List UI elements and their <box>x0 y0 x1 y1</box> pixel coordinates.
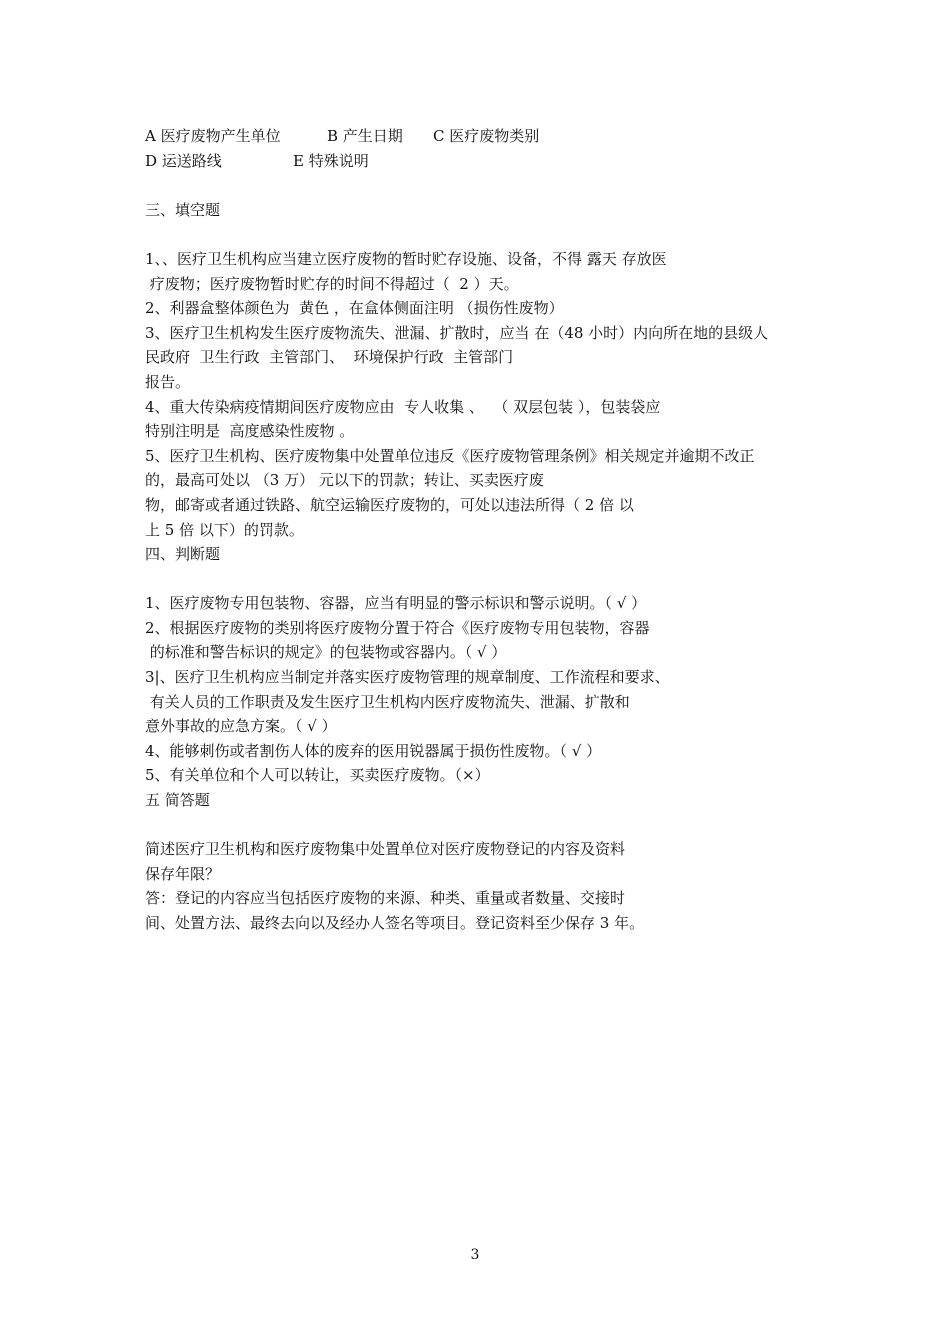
option-a: A 医疗废物产生单位 <box>145 127 281 145</box>
section-heading-short-answer: 五 简答题 <box>145 791 210 810</box>
option-d: D 运送路线 <box>145 151 222 170</box>
choice-options-line-1 <box>145 124 815 149</box>
short-answer-answer: 间、处置方法、最终去向以及经办人签名等项目。登记资料至少保存 3 年。 <box>145 914 645 932</box>
fill-in-line: 2、利器盒整体颜色为 黄色 ，在盒体侧面注明 （损伤性废物） <box>145 299 564 318</box>
true-false-line: 3|、医疗卫生机构应当制定并落实医疗废物管理的规章制度、工作流程和要求、 <box>145 668 670 687</box>
true-false-line: 有关人员的工作职责及发生医疗卫生机构内医疗废物流失、泄漏、扩散和 <box>145 692 630 711</box>
fill-in-line: 4、重大传染病疫情期间医疗废物应由 专人收集 、 （ 双层包装 ），包装袋应 <box>145 397 661 416</box>
fill-in-line: 5、医疗卫生机构、医疗废物集中处置单位违反《医疗废物管理条例》相关规定并逾期不改正 <box>145 446 755 465</box>
fill-in-line: 的，最高可处以 （3 万） 元以下的罚款；转让、买卖医疗废 <box>145 471 544 490</box>
short-answer-question: 保存年限？ <box>145 864 221 883</box>
fill-in-line: 报告。 <box>145 372 191 391</box>
fill-in-line: 1、、医疗卫生机构应当建立医疗废物的暂时贮存设施、设备，不得 露天 存放医 <box>145 249 667 268</box>
true-false-line: 5、有关单位和个人可以转让，买卖医疗废物。（×） <box>145 766 490 785</box>
true-false-line: 1、医疗废物专用包装物、容器，应当有明显的警示标识和警示说明。（ √ ） <box>145 594 647 613</box>
option-b: B 产生日期 <box>327 127 403 145</box>
section-heading-fill-in: 三、填空题 <box>145 200 221 219</box>
fill-in-line: 3、医疗卫生机构发生医疗废物流失、泄漏、扩散时，应当 在（48 小时）内向所在地的县级人 <box>145 323 769 342</box>
short-answer-answer: 答：登记的内容应当包括医疗废物的来源、种类、重量或者数量、交接时 <box>145 889 626 908</box>
section-heading-true-false: 四、判断题 <box>145 545 221 564</box>
choice-options-line-2 <box>145 149 815 174</box>
true-false-line: 2、根据医疗废物的类别将医疗废物分置于符合《医疗废物专用包装物，容器 <box>145 618 650 637</box>
true-false-line: 4、能够刺伤或者割伤人体的废弃的医用锐器属于损伤性废物。（ √ ） <box>145 741 602 760</box>
true-false-line: 意外事故的应急方案。（ √ ） <box>145 717 337 736</box>
fill-in-line: 物，邮寄或者通过铁路、航空运输医疗废物的，可处以违法所得（ 2 倍 以 <box>145 495 634 514</box>
page-number: 3 <box>470 1247 480 1263</box>
option-e: E 特殊说明 <box>293 151 369 170</box>
document-body <box>145 124 815 936</box>
fill-in-line: 特别注明是 高度感染性废物 。 <box>145 422 355 441</box>
fill-in-line: 上 5 倍 以下）的罚款。 <box>145 520 304 539</box>
fill-in-line: 民政府 卫生行政 主管部门、 环境保护行政 主管部门 <box>145 348 514 367</box>
option-c: C 医疗废物类别 <box>433 127 540 145</box>
true-false-line: 的标准和警告标识的规定》的包装物或容器内。（ √ ） <box>145 643 507 662</box>
fill-in-line: 疗废物；医疗废物暂时贮存的时间不得超过（ 2 ）天。 <box>145 274 519 293</box>
short-answer-question: 简述医疗卫生机构和医疗废物集中处置单位对医疗废物登记的内容及资料 <box>145 840 626 859</box>
